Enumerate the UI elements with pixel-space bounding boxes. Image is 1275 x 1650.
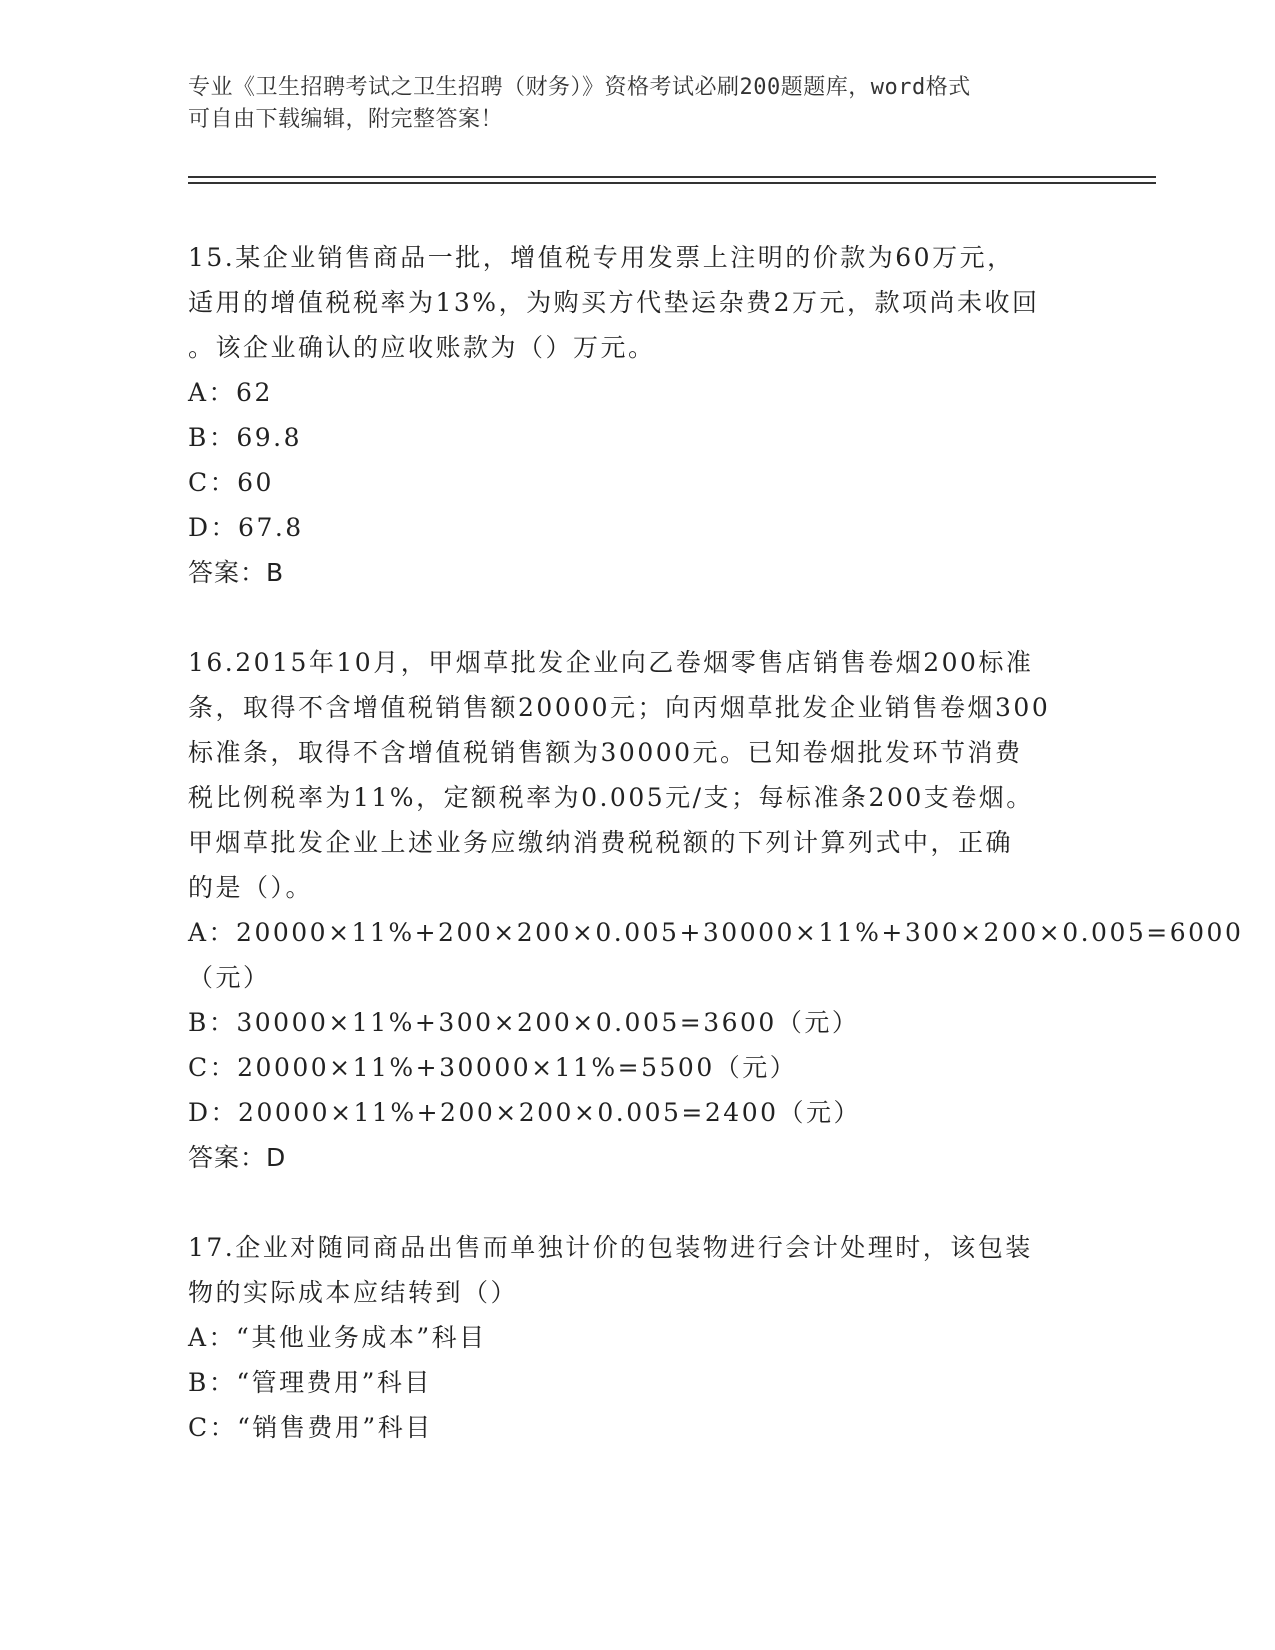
option-b: B：“管理费用”科目 xyxy=(188,1368,432,1397)
header-title-line: 专业《卫生招聘考试之卫生招聘（财务）》资格考试必刷200题题库，word格式 xyxy=(188,75,971,100)
question-16 xyxy=(188,640,1244,1180)
question-spacer xyxy=(188,595,1178,640)
option-d: D：67.8 xyxy=(188,513,304,542)
header-subtitle-line: 可自由下载编辑，附完整答案！ xyxy=(188,107,504,132)
question-stem-line: 条，取得不含增值税销售额20000元；向丙烟草批发企业销售卷烟300 xyxy=(188,693,1051,722)
question-stem-line: 物的实际成本应结转到（） xyxy=(188,1278,519,1307)
question-17 xyxy=(188,1225,1178,1450)
option-a: A：20000×11%+200×200×0.005+30000×11%+300×200×0.005=6000 xyxy=(188,918,1244,947)
option-c: C：60 xyxy=(188,468,274,497)
question-stem-line: 税比例税率为11%，定额税率为0.005元/支；每标准条200支卷烟。 xyxy=(188,783,1034,812)
header-divider-bottom xyxy=(188,182,1156,184)
option-a: A：62 xyxy=(188,378,273,407)
question-stem-line: 的是（）。 xyxy=(188,873,314,902)
question-stem-line: 标准条，取得不含增值税销售额为30000元。已知卷烟批发环节消费 xyxy=(188,738,1023,767)
question-stem-line: 15.某企业销售商品一批，增值税专用发票上注明的价款为60万元， xyxy=(188,243,1015,272)
option-b: B：69.8 xyxy=(188,423,303,452)
option-a-continuation: （元） xyxy=(188,963,271,992)
header-divider-top xyxy=(188,176,1156,178)
option-c: C：20000×11%+30000×11%=5500（元） xyxy=(188,1053,798,1082)
option-b: B：30000×11%+300×200×0.005=3600（元） xyxy=(188,1008,860,1037)
question-15 xyxy=(188,235,1178,595)
question-stem-line: 16.2015年10月，甲烟草批发企业向乙卷烟零售店销售卷烟200标准 xyxy=(188,648,1034,677)
question-stem-line: 适用的增值税税率为13%，为购买方代垫运杂费2万元，款项尚未收回 xyxy=(188,288,1040,317)
option-c: C：“销售费用”科目 xyxy=(188,1413,433,1442)
answer-line: 答案：D xyxy=(188,1143,287,1172)
answer-line: 答案：B xyxy=(188,558,285,587)
question-stem-line: 甲烟草批发企业上述业务应缴纳消费税税额的下列计算列式中，正确 xyxy=(188,828,1014,857)
option-a: A：“其他业务成本”科目 xyxy=(188,1323,487,1352)
question-spacer xyxy=(188,1180,1178,1225)
question-stem-line: 17.企业对随同商品出售而单独计价的包装物进行会计处理时，该包装 xyxy=(188,1233,1033,1262)
option-d: D：20000×11%+200×200×0.005=2400（元） xyxy=(188,1098,862,1127)
question-list xyxy=(188,235,1244,1450)
document-header xyxy=(188,72,1088,136)
question-stem-line: 。该企业确认的应收账款为（）万元。 xyxy=(188,333,656,362)
